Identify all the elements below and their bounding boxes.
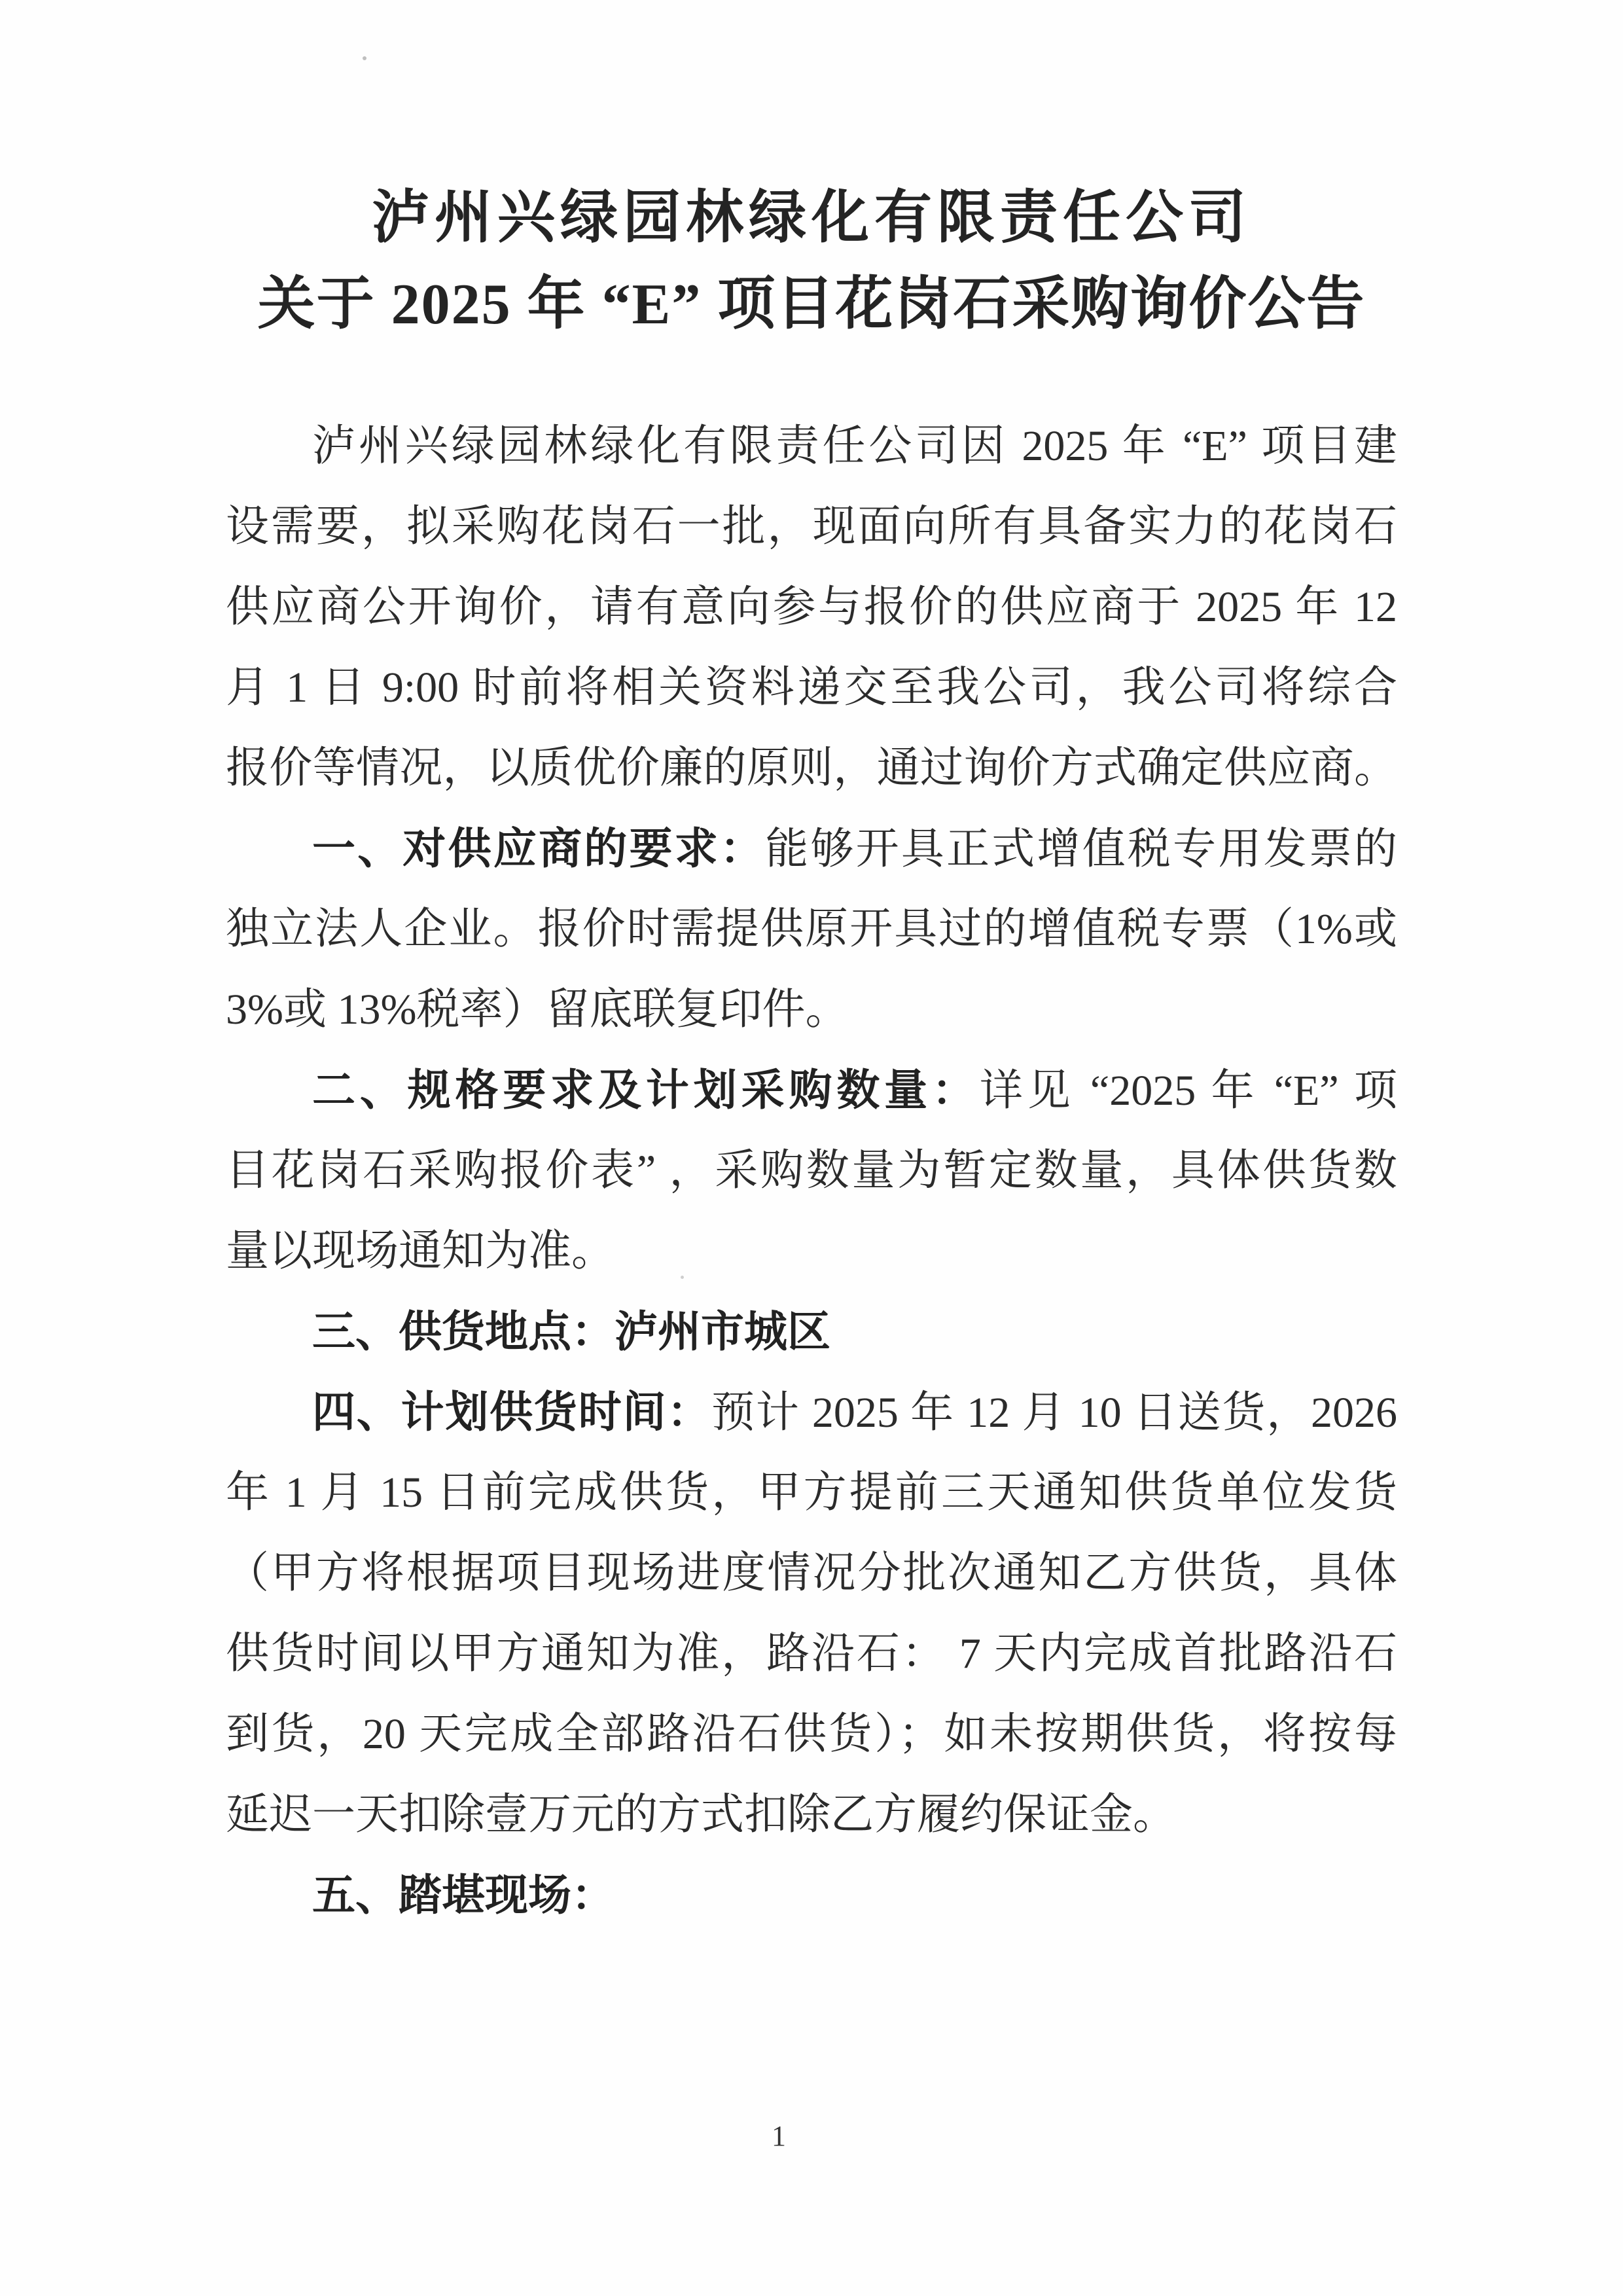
section-1-label: 一、对供应商的要求：: [312, 824, 766, 872]
section-1-text-1: 能够开具正式增值税专用发票的: [765, 825, 1398, 873]
section-3-line-1: [226, 1291, 1397, 1372]
section-4-label: 四、计划供货时间：: [312, 1388, 712, 1436]
section-4-line-6: 延迟一天扣除壹万元的方式扣除乙方履约保证金。: [226, 1791, 1176, 1839]
section-2-label: 二、规格要求及计划采购数量：: [312, 1066, 980, 1114]
section-1-line-3: 3%或 13%税率）留底联复印件。: [226, 986, 849, 1033]
intro-line-2: 设需要，拟采购花岗石一批，现面向所有具备实力的花岗石: [226, 503, 1397, 550]
section-3-value: 泸州市城区: [615, 1307, 830, 1355]
section-4-line-2: 年 1 月 15 日前完成供货，甲方提前三天通知供货单位发货: [226, 1469, 1397, 1516]
intro-line-1: 泸州兴绿园林绿化有限责任公司因 2025 年 “E” 项目建: [312, 422, 1397, 470]
document-body: [226, 406, 1397, 1935]
scan-artifact: [363, 56, 366, 60]
intro-line-5: 报价等情况，以质优价廉的原则，通过询价方式确定供应商。: [226, 744, 1397, 792]
title-line-2: 关于 2025 年 “E” 项目花岗石采购询价公告: [257, 273, 1366, 336]
section-5-line-1: [226, 1855, 1397, 1935]
section-4-text-1: 预计 2025 年 12 月 10 日送货，2026: [711, 1389, 1398, 1437]
intro-line-3: 供应商公开询价，请有意向参与报价的供应商于 2025 年 12: [226, 583, 1397, 631]
title-line-1: 泸州兴绿园林绿化有限责任公司: [371, 187, 1251, 250]
section-5-label: 五、踏堪现场：: [312, 1871, 615, 1919]
section-1-line-1: [226, 808, 1397, 889]
section-4-line-1: [226, 1372, 1397, 1452]
section-4-line-5: 到货，20 天完成全部路沿石供货）；如未按期供货，将按每: [226, 1710, 1397, 1758]
section-4-line-3: （甲方将根据项目现场进度情况分批次通知乙方供货，具体: [226, 1549, 1397, 1597]
section-2-line-1: [226, 1050, 1397, 1130]
section-1-line-2: 独立法人企业。报价时需提供原开具过的增值税专票（1%或: [226, 905, 1397, 953]
document-title: [160, 175, 1463, 348]
section-3-label: 三、供货地点：: [312, 1307, 615, 1355]
section-2-text-1: 详见 “2025 年 “E” 项: [979, 1067, 1398, 1115]
section-2-line-3: 量以现场通知为准。: [226, 1227, 615, 1275]
intro-line-4: 月 1 日 9:00 时前将相关资料递交至我公司，我公司将综合: [226, 664, 1397, 711]
section-4-line-4: 供货时间以甲方通知为准，路沿石： 7 天内完成首批路沿石: [226, 1630, 1397, 1677]
page-number: 1: [772, 2120, 786, 2152]
section-2-line-2: 目花岗石采购报价表” ，采购数量为暂定数量，具体供货数: [226, 1147, 1397, 1194]
